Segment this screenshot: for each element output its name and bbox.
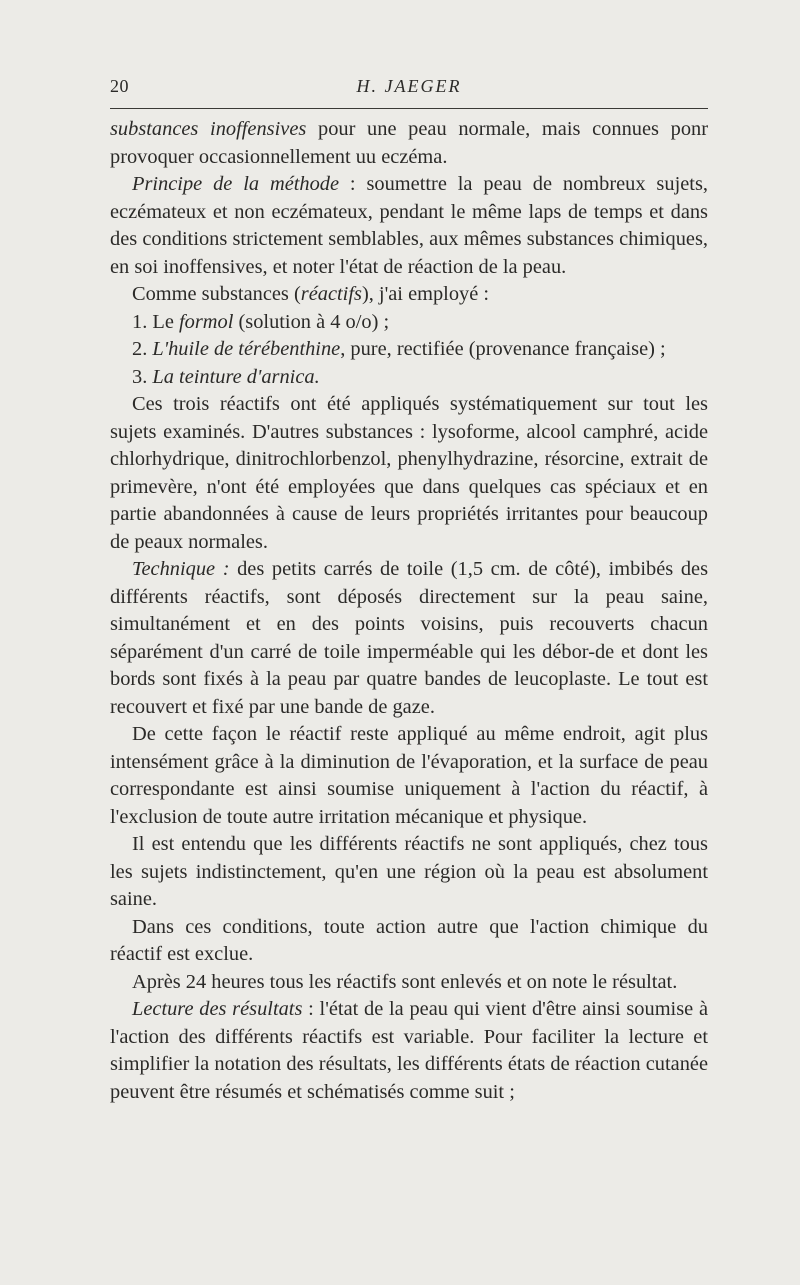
text-run: De cette façon le réactif reste appliqué au même endroit, agit plus intensément grâce à la diminution de l'évaporation, et la surface de peau correspondante est ainsi soumise uniquement à l'action du réactif, à l'exclusion de toute autre irritation mécanique et physique. <box>110 723 708 828</box>
text-run: Ces trois réactifs ont été appliqués systématiquement sur tout les sujets examinés. D'autres substances : lysoforme, alcool camphré, acide chlorhydrique, dinitrochlorbenzol, phenylhydrazine, résorcine, extrait de primevère, n'ont été employées que dans quelques cas spéciaux et en partie abandonnées à cause de leurs propriétés irritantes pour beaucoup de peaux normales. <box>110 393 708 553</box>
text-run: Après 24 heures tous les réactifs sont enlevés et on note le résultat. <box>132 970 678 993</box>
text-run: 2. <box>132 338 153 360</box>
header-rule <box>110 108 708 109</box>
text-run: : l'état de la peau qui vient d'être ainsi soumise à l'action des différents réactifs est variable. Pour faciliter la lecture et simplifier la notation des résultats, les différents états de réaction cutanée peuvent être résumés et schématisés comme suit ; <box>110 998 708 1103</box>
paragraph <box>110 391 708 556</box>
text-run: Dans ces conditions, toute action autre que l'action chimique du réactif est exclue. <box>110 915 708 965</box>
paragraph <box>110 309 708 337</box>
text-run: pour une peau normale, mais connues ponr provoquer occasionnellement uu eczéma. <box>110 118 709 168</box>
italic-text: La teinture d'arnica. <box>152 365 320 388</box>
italic-text: substances inoffensives <box>110 118 307 140</box>
italic-text: L'huile de térébenthine <box>152 338 341 360</box>
paragraph <box>110 281 708 309</box>
paragraph <box>110 969 708 997</box>
text-run: : soumettre la peau de nombreux sujets, eczémateux et non eczémateux, pendant le même laps de temps et dans des conditions strictement semblables, aux mêmes substances chimiques, en soi inoffensives, et noter l'état de réaction de la peau. <box>110 173 708 278</box>
page-number: 20 <box>110 76 129 96</box>
paragraph <box>110 336 708 364</box>
text-run: Il est entendu que les différents réactifs ne sont appliqués, chez tous les sujets indistinctement, qu'en une région où la peau est absolument saine. <box>110 833 708 910</box>
paragraph <box>110 996 708 1106</box>
italic-text: formol <box>179 310 234 333</box>
text-run: 1. Le <box>132 310 179 333</box>
text-run: 3. <box>132 365 153 388</box>
paragraph <box>110 831 708 914</box>
paragraph <box>110 364 708 392</box>
italic-text: Lecture des résultats <box>132 998 303 1020</box>
text-run: ), j'ai employé : <box>361 283 490 305</box>
running-head: H. JAEGER <box>356 76 462 96</box>
italic-text: Technique : <box>132 558 230 580</box>
paragraph <box>110 721 708 831</box>
paragraph <box>110 556 708 721</box>
text-run: , pure, rectifiée (provenance française) ; <box>340 338 666 360</box>
text-run: Comme substances ( <box>132 283 301 305</box>
text-run: des petits carrés de toile (1,5 cm. de côté), imbibés des différents réactifs, sont déposés directement sur la peau saine, simultanément et en des points voisins, puis recouverts chacun séparément d'un carré de toile imperméable qui les débor-de et dont les bords sont fixés à la peau par quatre bandes de leucoplaste. Le tout est recouvert et fixé par une bande de gaze. <box>110 558 708 718</box>
paragraph <box>110 914 708 969</box>
paragraph <box>110 171 708 281</box>
body-text <box>110 116 708 1106</box>
italic-text: Principe de la méthode <box>132 173 340 195</box>
text-run: (solution à 4 o/o) ; <box>233 310 390 333</box>
page-header <box>110 74 708 104</box>
paragraph <box>110 116 708 171</box>
italic-text: réactifs <box>300 283 362 305</box>
